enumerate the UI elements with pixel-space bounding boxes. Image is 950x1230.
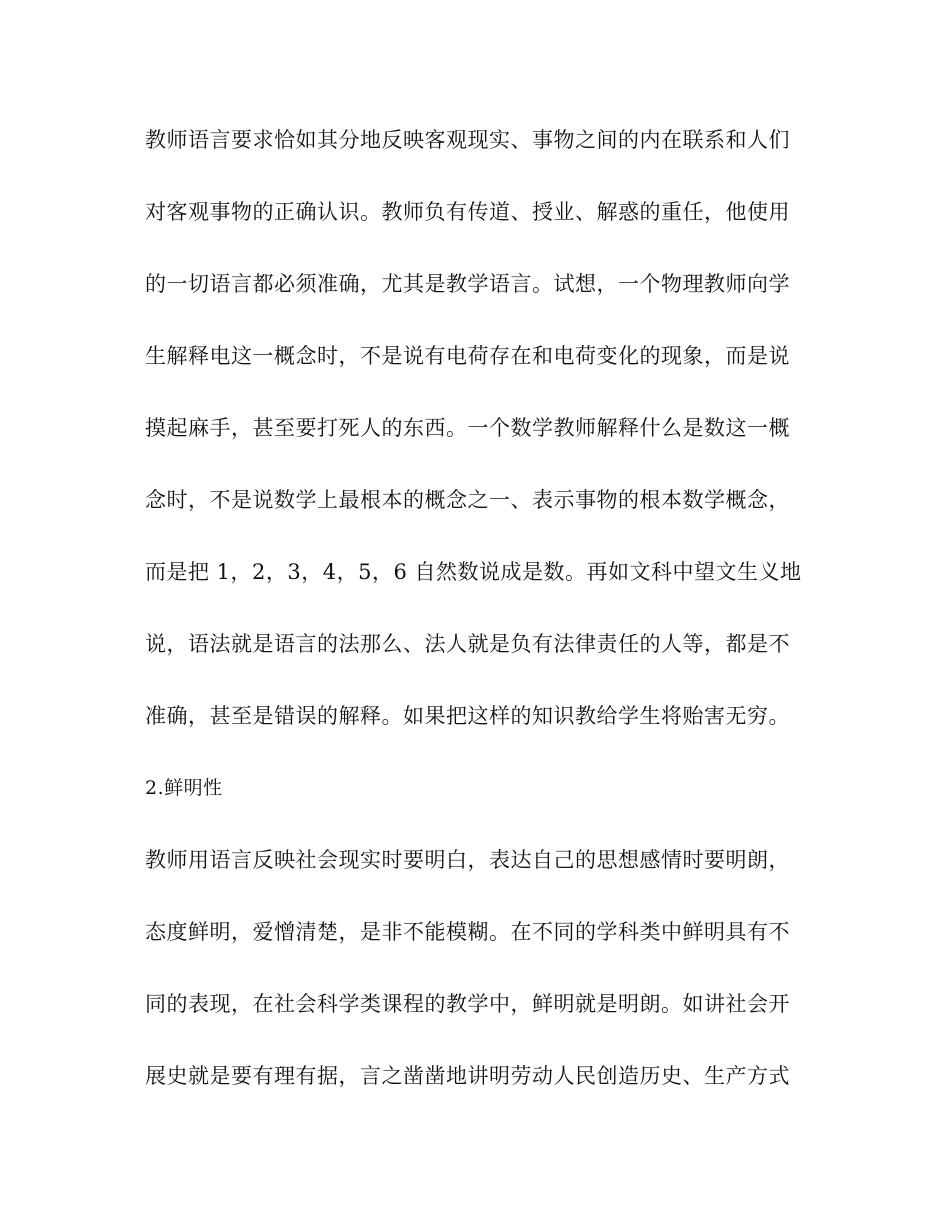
text-line-10: 教师用语言反映社会现实时要明白，表达自己的思想感情时要明朗， — [145, 848, 790, 872]
text-line-3: 的一切语言都必须准确，尤其是教学语言。试想，一个物理教师向学 — [145, 272, 790, 296]
text-line-4: 生解释电这一概念时，不是说有电荷存在和电荷变化的现象，而是说 — [145, 344, 790, 368]
text-line-7: 而是把 1，2，3，4，5，6 自然数说成是数。再如文科中望文生义地 — [145, 560, 802, 584]
text-line-9: 准确，甚至是错误的解释。如果把这样的知识教给学生将贻害无穷。 — [145, 704, 790, 728]
text-line-1: 教师语言要求恰如其分地反映客观现实、事物之间的内在联系和人们 — [145, 128, 790, 152]
text-line-13: 展史就是要有理有据，言之凿凿地讲明劳动人民创造历史、生产方式 — [145, 1064, 790, 1088]
section-heading: 2.鲜明性 — [145, 777, 223, 799]
text-line-2: 对客观事物的正确认识。教师负有传道、授业、解惑的重任，他使用 — [145, 200, 790, 224]
text-line-12: 同的表现，在社会科学类课程的教学中，鲜明就是明朗。如讲社会开 — [145, 992, 790, 1016]
text-line-11: 态度鲜明，爱憎清楚，是非不能模糊。在不同的学科类中鲜明具有不 — [145, 920, 790, 944]
text-line-5: 摸起麻手，甚至要打死人的东西。一个数学教师解释什么是数这一概 — [145, 416, 790, 440]
text-line-8: 说，语法就是语言的法那么、法人就是负有法律责任的人等，都是不 — [145, 632, 790, 656]
text-line-6: 念时，不是说数学上最根本的概念之一、表示事物的根本数学概念， — [145, 488, 790, 512]
